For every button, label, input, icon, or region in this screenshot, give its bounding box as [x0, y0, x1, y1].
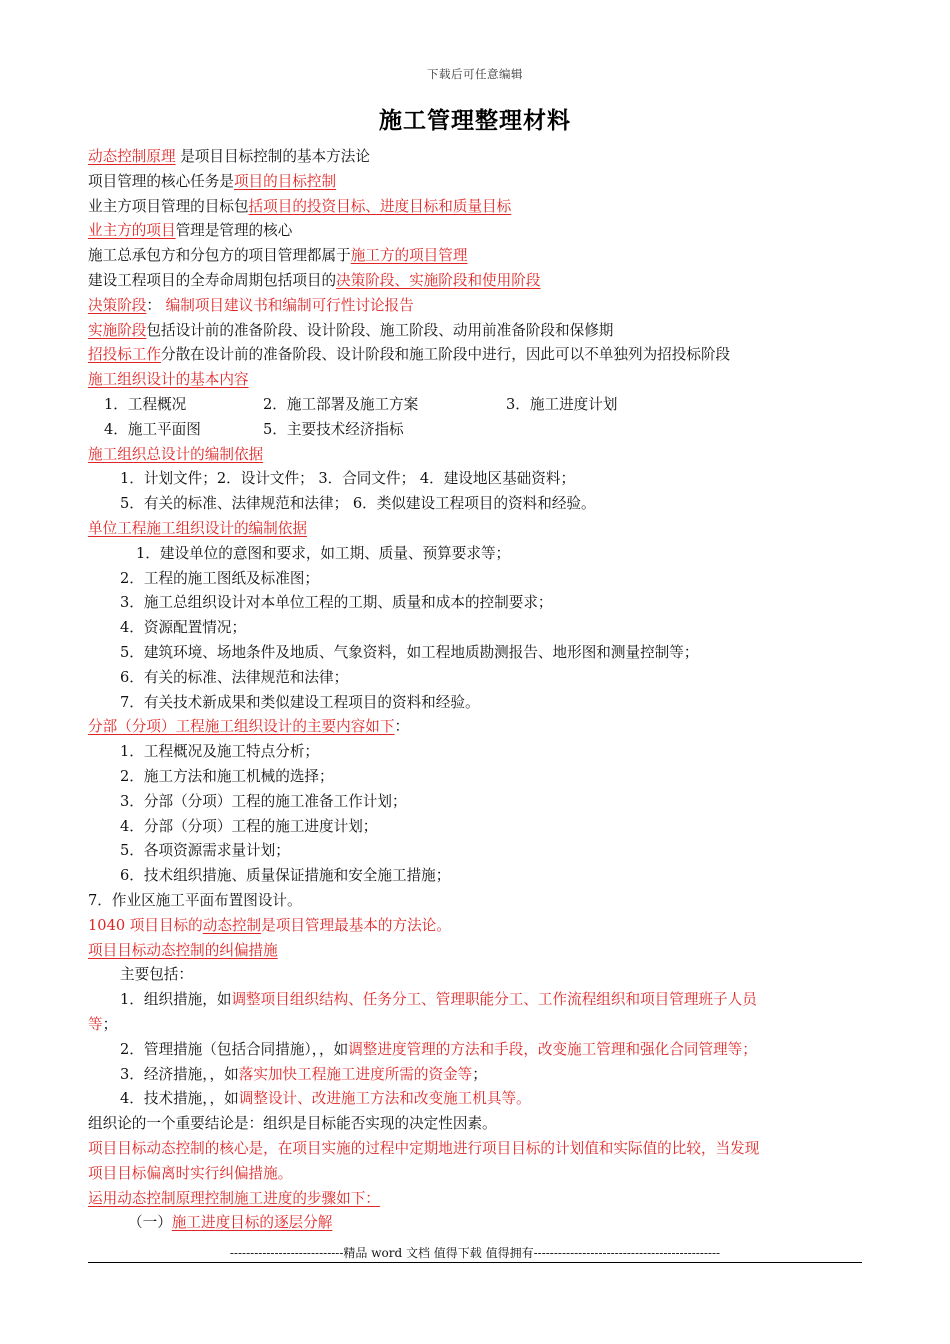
- highlighted-text: 业主方的项目: [88, 222, 176, 240]
- text-line: [88, 567, 900, 592]
- text-segment: 2．工程的施工图纸及标准图；: [120, 569, 320, 587]
- highlighted-text: 动态控制: [202, 916, 262, 934]
- highlighted-text: 施工组织设计的基本内容: [88, 371, 249, 389]
- text-line: [88, 1162, 868, 1187]
- text-segment: 包括设计前的准备阶段、设计阶段、施工阶段、动用前准备阶段和保修期: [146, 321, 614, 339]
- highlighted-text: 施工进度目标的逐层分解: [171, 1214, 333, 1232]
- text-line: [88, 294, 868, 319]
- highlighted-text: 实施阶段: [88, 321, 147, 339]
- text-segment: 业主方项目管理的目标包: [88, 197, 249, 215]
- text-line: [88, 765, 900, 790]
- text-line: [88, 691, 900, 716]
- text-line: [88, 467, 900, 492]
- highlighted-text: 招投标工作: [88, 346, 161, 364]
- text-line: [88, 988, 900, 1013]
- text-line: [88, 963, 900, 988]
- highlighted-text: 落实加快工程施工进度所需的资金等: [238, 1065, 473, 1083]
- text-line: [88, 244, 868, 269]
- highlighted-text: 决策阶段: [88, 296, 147, 314]
- text-line: [88, 1187, 868, 1212]
- text-segment: 是项目目标控制的基本方法论: [175, 148, 370, 165]
- header-note: 下载后可任意编辑: [427, 67, 523, 81]
- text-segment: 7．有关技术新成果和类似建设工程项目的资料和经验。: [120, 693, 480, 711]
- highlighted-text: 是项目管理最基本的方法论。: [261, 916, 451, 934]
- text-segment: 3．施工总组织设计对本单位工程的工期、质量和成本的控制要求；: [120, 594, 553, 612]
- text-line: [88, 1013, 868, 1038]
- text-line: [88, 368, 868, 393]
- text-line: [88, 145, 868, 170]
- text-line: [88, 1087, 900, 1112]
- highlighted-text: 编制项目建议书和编制可行性讨论报告: [165, 296, 414, 314]
- text-segment: 2．施工方法和施工机械的选择；: [120, 768, 334, 785]
- text-line: [88, 740, 900, 765]
- text-segment: ；: [472, 1065, 487, 1083]
- text-line: [88, 914, 868, 939]
- highlighted-text: 施工方的项目管理: [350, 247, 468, 265]
- highlighted-text: 1040 项目目标的: [88, 916, 203, 934]
- text-segment: 6．技术组织措施、质量保证措施和安全施工措施；: [120, 867, 451, 885]
- text-segment: 1．组织措施，如: [120, 991, 232, 1009]
- text-segment: 4．分部（分项）工程的施工进度计划；: [120, 817, 378, 835]
- text-line: [88, 889, 868, 914]
- highlighted-text: 调整进度管理的方法和手段，改变施工管理和强化合同管理等；: [348, 1040, 757, 1058]
- text-line: [88, 591, 900, 616]
- text-segment: 1．工程概况及施工特点分析；: [120, 743, 320, 761]
- text-line: [88, 1038, 900, 1063]
- highlighted-text: 调整项目组织结构、任务分工、管理职能分工、工作流程组织和项目管理班子人员: [231, 991, 757, 1009]
- text-line: [88, 319, 868, 344]
- text-line: [88, 443, 868, 468]
- text-line: [88, 1112, 868, 1137]
- text-line: [88, 269, 868, 294]
- text-line: [88, 939, 868, 964]
- highlighted-text: 动态控制原理: [88, 148, 176, 165]
- text-line: [88, 790, 900, 815]
- text-segment: ：: [146, 296, 166, 314]
- text-line: [88, 542, 916, 567]
- text-line: [88, 195, 868, 220]
- text-segment: 2．管理措施（包括合同措施），，如: [120, 1040, 349, 1058]
- text-segment: 3．施工进度计划: [506, 396, 618, 413]
- text-segment: 4．资源配置情况；: [120, 619, 247, 637]
- text-segment: 5．建筑环境、场地条件及地质、气象资料，如工程地质勘测报告、地形图和测量控制等；: [120, 644, 699, 661]
- text-segment: 主要包括：: [120, 966, 193, 984]
- highlighted-text: 项目目标偏离时实行纠偏措施。: [88, 1164, 293, 1182]
- text-line: [88, 1063, 900, 1088]
- text-line: [88, 1211, 908, 1236]
- highlighted-text: 分部（分项）工程施工组织设计的主要内容如下: [88, 718, 395, 736]
- text-segment: 2．施工部署及施工方案: [263, 396, 419, 413]
- text-line: [88, 815, 900, 840]
- text-line: [88, 715, 868, 740]
- text-segment: 1．计划文件；2．设计文件； 3．合同文件； 4．建设地区基础资料；: [120, 470, 576, 488]
- text-segment: 6．有关的标准、法律规范和法律；: [120, 668, 349, 686]
- text-segment: 5．有关的标准、法律规范和法律； 6．类似建设工程项目的资料和经验。: [120, 495, 596, 513]
- text-line: [88, 864, 900, 889]
- text-line: [88, 418, 884, 443]
- text-segment: （一）: [128, 1214, 172, 1232]
- text-line: [88, 219, 868, 244]
- document-title: 施工管理整理材料: [379, 107, 571, 134]
- highlighted-text: 项目目标动态控制的核心是，在项目实施的过程中定期地进行项目目标的计划值和实际值的比较，当发现: [88, 1140, 760, 1157]
- text-segment: 建设工程项目的全寿命周期包括项目的: [88, 272, 337, 289]
- highlighted-text: 项目的目标控制: [233, 172, 337, 190]
- text-segment: 项目管理的核心任务是: [88, 172, 234, 190]
- text-line: [88, 393, 884, 418]
- text-segment: 4．技术措施，，如: [120, 1090, 239, 1108]
- highlighted-text: 单位工程施工组织设计的编制依据: [88, 520, 307, 537]
- highlighted-text: 施工组织总设计的编制依据: [88, 445, 264, 463]
- text-line: [88, 343, 868, 368]
- text-line: [88, 641, 900, 666]
- text-line: [88, 517, 868, 542]
- text-segment: 施工总承包方和分包方的项目管理都属于: [88, 247, 351, 265]
- text-line: [88, 170, 868, 195]
- text-line: [88, 666, 900, 691]
- highlighted-text: 调整设计、改进施工方法和改变施工机具等。: [238, 1090, 531, 1108]
- text-segment: 管理是管理的核心: [175, 222, 293, 240]
- text-segment: 3．分部（分项）工程的施工准备工作计划；: [120, 792, 407, 810]
- highlighted-text: 运用动态控制原理控制施工进度的步骤如下：: [88, 1189, 380, 1207]
- text-segment: 3．经济措施，，如: [120, 1065, 239, 1083]
- text-segment: 5．各项资源需求量计划；: [120, 842, 290, 860]
- highlighted-text: 决策阶段、实施阶段和使用阶段: [336, 272, 541, 289]
- text-segment: 4．施工平面图: [104, 420, 201, 438]
- text-segment: 分散在设计前的准备阶段、设计阶段和施工阶段中进行，因此可以不单独列为招投标阶段: [160, 346, 731, 364]
- highlighted-text: 等: [88, 1016, 103, 1033]
- text-segment: 7．作业区施工平面布置图设计。: [88, 892, 302, 909]
- text-segment: 1．工程概况: [104, 396, 187, 413]
- text-segment: 5．主要技术经济指标: [263, 420, 404, 438]
- text-line: [88, 492, 900, 517]
- highlighted-text: 项目目标动态控制的纠偏措施: [88, 941, 278, 959]
- text-segment: 1．建设单位的意图和要求，如工期、质量、预算要求等；: [136, 544, 511, 562]
- footer-divider: [88, 1262, 862, 1263]
- highlighted-text: 括项目的投资目标、进度目标和质量目标: [248, 197, 512, 215]
- text-segment: ；: [102, 1016, 118, 1033]
- text-line: [88, 616, 900, 641]
- text-segment: ：: [394, 718, 410, 736]
- footer-note: ----------------------------精品 word 文档 值得下载 值得拥有----------------------------------------------: [229, 1246, 721, 1260]
- text-line: [88, 839, 900, 864]
- text-segment: 组织论的一个重要结论是：组织是目标能否实现的决定性因素。: [88, 1115, 497, 1133]
- text-line: [88, 1137, 868, 1162]
